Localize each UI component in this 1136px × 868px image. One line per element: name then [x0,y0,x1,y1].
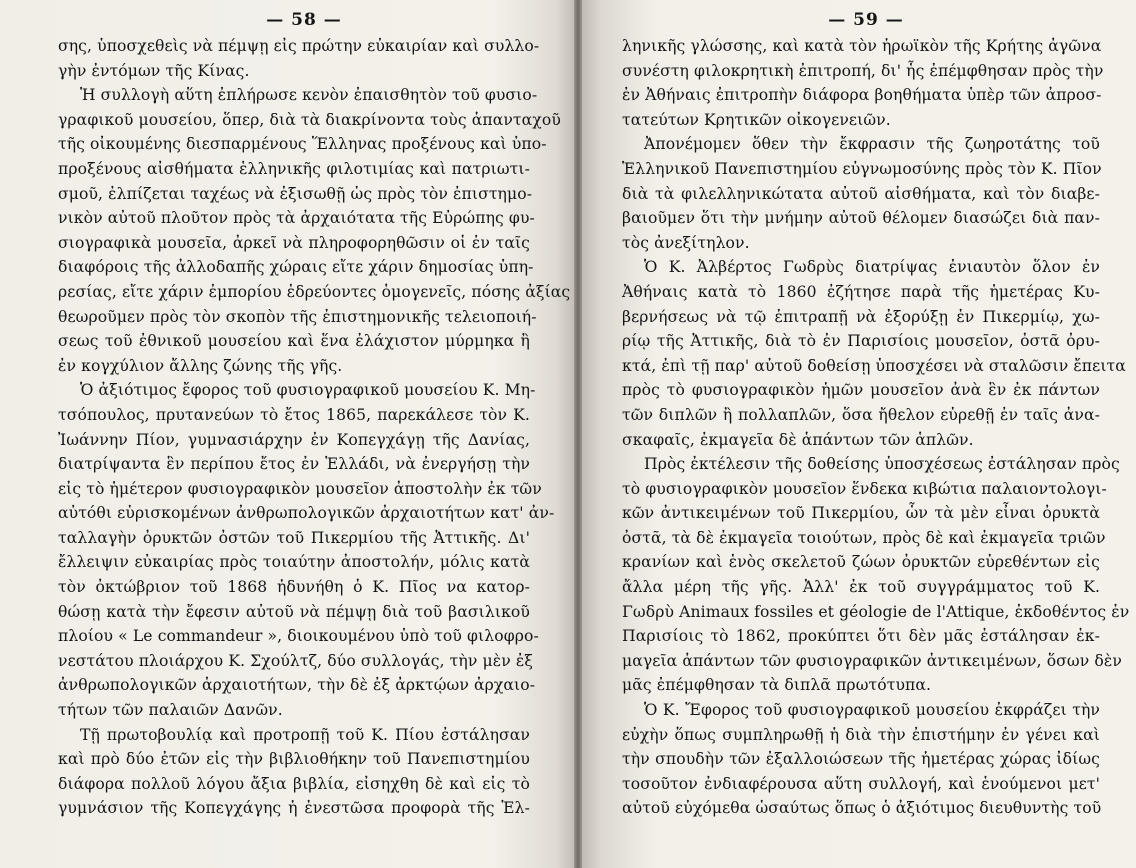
text-line: τήτων τῶν παλαιῶν Δανῶν. [58,701,283,720]
text-line: ὀστᾶ, τὰ δὲ ἐκμαγεῖα τοιούτων, πρὸς δὲ καὶ ἐκμαγεῖα τριῶν [622,528,1106,547]
text-line: Ὁ Κ. Ἀλβέρτος Γωδρὺς διατρίψας ἐνιαυτὸν ὅλον ἐν [644,258,1100,277]
text-line: τὸ φυσιογραφικὸν μουσεῖον ἕνδεκα κιβώτια παλαιοντολογι- [622,479,1107,498]
text-line: ρεσίας, εἴτε χάριν ἐμπορίου ἑδρεύοντες ὁμογενεῖς, πόσης ἀξίας [58,282,571,301]
text-line: σεως τοῦ ἐθνικοῦ μουσείου καὶ ἕνα ἐλάχιστον μύρμηκα ἢ [58,332,530,351]
text-line: θώσῃ κατὰ τὴν ἔφεσιν αὐτοῦ νὰ πέμψῃ διὰ τοῦ βασιλικοῦ [58,602,530,621]
text-line: διάφορα πολλοῦ λόγου ἄξια βιβλία, εἰσηχθη δὲ καὶ εἰς τὸ [58,774,530,793]
text-line: εὐχὴν ὅπως συμπληρωθῇ ἡ διὰ τὴν ἐπιστήμην ἐν γένει καὶ [622,725,1100,744]
text-line: Ὁ Κ. Ἔφορος τοῦ φυσιογραφικοῦ μουσείου ἐκφράζει τὴν [644,701,1100,720]
text-line: εἰς τὸ ἡμέτερον φυσιογραφικὸν μουσεῖον ἀποστολὴν ἐκ τῶν [58,479,542,498]
text-line: σης, ὑποσχεθεὶς νὰ πέμψῃ εἰς πρώτην εὐκαιρίαν καὶ συλλο- [58,37,540,55]
text-line: ληνικῆς γλώσσης, καὶ κατὰ τὸν ἡρωϊκὸν τῆς Κρήτης ἀγῶνα [622,37,1102,55]
text-line: μᾶς ἐπέμφθησαν τὰ διπλᾶ πρωτότυπα. [622,676,932,695]
text-line: τῶν διπλῶν ἢ πολλαπλῶν, ὅσα ἤθελον εὑρεθῇ ἐν ταῖς ἀνα- [622,405,1100,424]
page-text [58,34,571,821]
text-line: βαιοῦμεν ὅτι τὴν μνήμην αὐτοῦ θέλομεν διασώζει διὰ παν- [622,209,1100,228]
text-line: Παρισίοις τὸ 1862, προκύπτει ὅτι δὲν μᾶς ἐστάλησαν ἐκ- [622,627,1100,646]
text-line: τὸς ἀνεξίτηλον. [622,233,750,252]
text-line: νικὸν αὐτοῦ πλοῦτον πρὸς τὰ ἀρχαιότατα τῆς Εὐρώπης φυ- [58,209,535,228]
text-line: σμοῦ, ἐλπίζεται ταχέως νὰ ἐξισωθῇ ὡς πρὸς τὸν ἐπιστημο- [58,184,533,203]
text-line: καὶ πρὸ δύο ἐτῶν εἰς τὴν βιβλιοθήκην τοῦ Πανεπιστημίου [58,750,530,769]
text-line: ἀνθρωπολογικῶν ἀρχαιοτήτων, τὴν δὲ ἐξ ἀρκτῴων ἀρχαιο- [58,676,536,695]
text-line: γὴν ἐντόμων τῆς Κίνας. [58,61,250,80]
text-line: Πρὸς ἐκτέλεσιν τῆς δοθείσης ὑποσχέσεως ἐστάλησαν πρὸς [644,455,1120,474]
text-line: τσόπουλος, πρυτανεύων τὸ ἔτος 1865, παρεκάλεσε τὸν Κ. [58,405,530,424]
text-line: Ἀπονέμομεν ὅθεν τὴν ἔκφρασιν τῆς ζωηροτάτης τοῦ [644,135,1100,154]
text-line: Γωδρὺ Animaux fossiles et géologie de l'Attique, ἐκδοθέντος ἐν [622,602,1130,621]
text-line: αὐτόθι εὑρισκομένων ἀνθρωπολογικῶν ἀρχαιοτήτων κατ' ἀν- [58,504,555,523]
text-line: τῆς οἰκουμένης διεσπαρμένους Ἕλληνας προξένους καὶ ὑπο- [58,135,547,154]
text-line: ταλλαγὴν ὀρυκτῶν ὀστῶν τοῦ Πικερμίου τῆς Ἀττικῆς. Δι' [58,528,530,547]
text-line: κῶν ἀντικειμένων τοῦ Πικερμίου, ὧν τὰ μὲν εἶναι ὀρυκτὰ [622,504,1100,523]
text-line: Ἡ συλλογὴ αὕτη ἐπλήρωσε κενὸν ἐπαισθητὸν τοῦ φυσιο- [80,86,538,105]
text-line: διαφόροις τῆς ἀλλοδαπῆς χώραις εἴτε χάριν δημοσίας ὑπη- [58,258,534,277]
text-line: ἐν Ἀθήναις ἐπιτροπὴν διάφορα βοηθήματα ὑπὲρ τῶν ἀπροσ- [622,86,1102,105]
text-line: τὴν σπουδὴν τῶν ἐξαλλοιώσεων τῆς ἡμετέρας χώρας ἰδίως [622,750,1100,769]
text-line: βερνήσεως νὰ τῷ ἐπιτραπῇ νὰ ἐξορύξῃ ἐν Πικερμίῳ, χω- [622,307,1100,326]
right-page [578,0,1136,868]
text-line: ἐν κογχύλιον ἄλλης ζώνης τῆς γῆς. [58,356,343,375]
text-line: νεστάτου πλοιάρχου Κ. Σχούλτζ, δύο συλλογάς, τὴν μὲν ἐξ [58,651,533,670]
text-line: Ἑλληνικοῦ Πανεπιστημίου εὐγνωμοσύνης πρὸς τὸν Κ. Πῖον [622,159,1102,178]
page-number: — 59 — [828,10,904,30]
text-line: θεωροῦμεν πρὸς τὸν σκοπὸν τῆς ἐπιστημονικῆς τελειοποιή- [58,307,537,326]
text-line: τὸν ὀκτώβριον τοῦ 1868 ἠδυνήθη ὁ Κ. Πῖος να κατορ- [58,578,530,597]
text-line: Ἀθήναις κατὰ τὸ 1860 ἐζήτησε παρὰ τῆς ἡμετέρας Κυ- [622,282,1100,301]
text-line: τατεύτων Κρητικῶν οἰκογενειῶν. [622,110,891,129]
text-line: τοσοῦτον ἐνδιαφέρουσα αὕτη συλλογή, καὶ ἑνούμενοι μετ' [622,774,1100,793]
text-line: ἄλλα μέρη τῆς γῆς. Ἀλλ' ἐκ τοῦ συγγράμματος τοῦ Κ. [622,578,1100,597]
text-line: διὰ τὰ φιλελληνικώτατα αὐτοῦ αἰσθήματα, καὶ τὸν διαβε- [622,184,1100,203]
text-line: αὐτοῦ εὐχόμεθα ὡσαύτως ὅπως ὁ ἀξιότιμος διευθυντὴς τοῦ [622,799,1102,818]
page-text [622,34,1130,821]
text-line: μαγεῖα ἁπάντων τῶν φυσιογραφικῶν ἀντικειμένων, ὅσων δὲν [622,651,1122,670]
text-line: προξένους αἰσθήματα ἑλληνικῆς φιλοτιμίας καὶ πατριωτι- [58,159,530,178]
text-line: ἔλλειψιν εὐκαιρίας πρὸς τοιαύτην ἀποστολήν, μόλις κατὰ [58,553,530,572]
text-line: πλοίου « Le commandeur », διοικουμένου ὑπὸ τοῦ φιλοφρο- [58,627,539,646]
text-line: συνέστη φιλοκρητικὴ ἐπιτροπή, δι' ἧς ἐπέμφθησαν πρὸς τὴν [622,61,1104,80]
text-line: Τῇ πρωτοβουλίᾳ καὶ προτροπῇ τοῦ Κ. Πίου ἐστάλησαν [80,725,530,744]
text-line: ρίῳ τῆς Ἀττικῆς, διὰ τὸ ἐν Παρισίοις μουσεῖον, ὀστᾶ ὀρυ- [622,332,1100,351]
text-line: σιογραφικὰ μουσεῖα, ἀρκεῖ νὰ πληροφορηθῶσιν οἱ ἐν ταῖς [58,233,530,252]
text-line: γραφικοῦ μουσείου, ὅπερ, διὰ τὰ διακρίνοντα τοὺς ἁπανταχοῦ [58,110,561,129]
text-line: κτά, ἐπὶ τῇ παρ' αὐτοῦ δοθείσῃ ὑποσχέσει νὰ σταλῶσιν ἔπειτα [622,356,1126,375]
text-line: γυμνάσιον τῆς Κοπεγχάγης ἡ ἐνεστῶσα προφορὰ τῆς Ἑλ- [58,799,530,818]
text-line: κρανίων καὶ ἑνὸς σκελετοῦ ζώων ὀρυκτῶν εὑρεθέντων εἰς [622,553,1100,572]
text-line: σκαφαῖς, ἐκμαγεῖα δὲ ἁπάντων τῶν ἁπλῶν. [622,430,974,449]
book-gutter [574,0,582,868]
text-line: Ὁ ἀξιότιμος ἔφορος τοῦ φυσιογραφικοῦ μουσείου Κ. Μη- [80,381,536,400]
page-number: — 58 — [266,10,342,30]
text-line: διατρίψαντα ἓν περίπου ἔτος ἐν Ἑλλάδι, νὰ ἐνεργήσῃ τὴν [58,455,530,474]
text-line: πρὸς τὸ φυσιογραφικὸν ἡμῶν μουσεῖον ἀνὰ ἓν ἐκ πάντων [622,381,1100,400]
text-line: Ἰωάννην Πίον, γυμνασιάρχην ἐν Κοπεγχάγῃ τῆς Δανίας, [58,430,530,449]
